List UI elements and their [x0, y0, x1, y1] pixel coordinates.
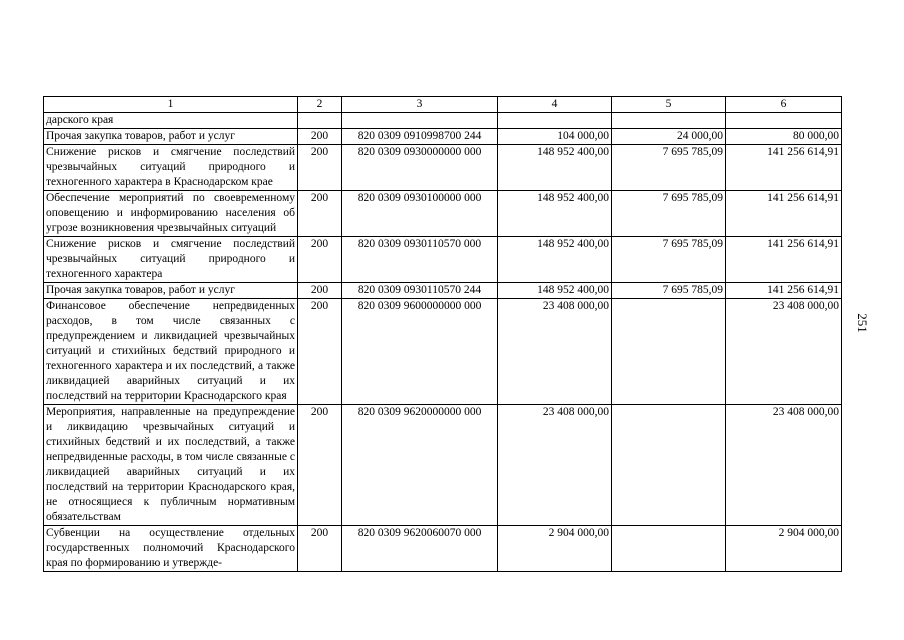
description-cell: Мероприятия, направленные на предупреждение и ликвидацию чрезвычайных ситуаций и стихийных бедствий и их последствий, а также непредвиденные расходы, в том числе связанные с ликвидацией аварийных ситуаций и их последствий на территории Краснодарского края, не относящиеся к публичным нормативным обязательствам	[44, 405, 298, 526]
budget-table	[43, 96, 842, 572]
column-header: 1	[44, 97, 298, 113]
table-row	[44, 299, 842, 405]
code-cell: 820 0309 0930110570 244	[342, 283, 498, 299]
amount-col4-cell: 148 952 400,00	[498, 191, 612, 237]
amount-col6-cell: 141 256 614,91	[726, 283, 842, 299]
code-cell: 820 0309 9620060070 000	[342, 526, 498, 572]
column2-cell: 200	[298, 299, 342, 405]
amount-col4-cell	[498, 113, 612, 129]
column2-cell: 200	[298, 191, 342, 237]
code-cell: 820 0309 0910998700 244	[342, 129, 498, 145]
table-row	[44, 145, 842, 191]
header-row	[44, 97, 842, 113]
amount-col6-cell: 141 256 614,91	[726, 145, 842, 191]
amount-col5-cell: 24 000,00	[612, 129, 726, 145]
amount-col6-cell: 141 256 614,91	[726, 191, 842, 237]
code-cell	[342, 113, 498, 129]
description-cell: Снижение рисков и смягчение последствий чрезвычайных ситуаций природного и техногенного характера	[44, 237, 298, 283]
column2-cell: 200	[298, 237, 342, 283]
column2-cell: 200	[298, 283, 342, 299]
column-header: 5	[612, 97, 726, 113]
table-row	[44, 113, 842, 129]
table-row	[44, 405, 842, 526]
amount-col5-cell: 7 695 785,09	[612, 191, 726, 237]
amount-col5-cell	[612, 113, 726, 129]
description-cell: Снижение рисков и смягчение последствий чрезвычайных ситуаций природного и техногенного характера в Краснодарском крае	[44, 145, 298, 191]
amount-col4-cell: 148 952 400,00	[498, 145, 612, 191]
column2-cell: 200	[298, 129, 342, 145]
table-row	[44, 237, 842, 283]
description-cell: Прочая закупка товаров, работ и услуг	[44, 283, 298, 299]
column-header: 6	[726, 97, 842, 113]
amount-col4-cell: 2 904 000,00	[498, 526, 612, 572]
amount-col6-cell: 2 904 000,00	[726, 526, 842, 572]
page-cutoff	[0, 605, 904, 640]
column2-cell: 200	[298, 526, 342, 572]
column-header: 2	[298, 97, 342, 113]
table-row	[44, 283, 842, 299]
code-cell: 820 0309 0930000000 000	[342, 145, 498, 191]
code-cell: 820 0309 9600000000 000	[342, 299, 498, 405]
description-cell: Субвенции на осуществление отдельных государственных полномочий Краснодарского края по формированию и утвержде-	[44, 526, 298, 572]
amount-col5-cell: 7 695 785,09	[612, 237, 726, 283]
column2-cell	[298, 113, 342, 129]
table-row	[44, 526, 842, 572]
amount-col4-cell: 104 000,00	[498, 129, 612, 145]
table-row	[44, 129, 842, 145]
column2-cell: 200	[298, 405, 342, 526]
description-cell: Прочая закупка товаров, работ и услуг	[44, 129, 298, 145]
amount-col4-cell: 148 952 400,00	[498, 237, 612, 283]
amount-col4-cell: 23 408 000,00	[498, 405, 612, 526]
column-header: 3	[342, 97, 498, 113]
description-cell: Обеспечение мероприятий по своевременному оповещению и информированию населения об угрозе возникновения чрезвычайных ситуаций	[44, 191, 298, 237]
column2-cell: 200	[298, 145, 342, 191]
table-row	[44, 191, 842, 237]
code-cell: 820 0309 9620000000 000	[342, 405, 498, 526]
code-cell: 820 0309 0930100000 000	[342, 191, 498, 237]
code-cell: 820 0309 0930110570 000	[342, 237, 498, 283]
amount-col4-cell: 148 952 400,00	[498, 283, 612, 299]
amount-col6-cell: 80 000,00	[726, 129, 842, 145]
amount-col5-cell: 7 695 785,09	[612, 145, 726, 191]
amount-col5-cell	[612, 405, 726, 526]
amount-col4-cell: 23 408 000,00	[498, 299, 612, 405]
description-cell: дарского края	[44, 113, 298, 129]
column-header: 4	[498, 97, 612, 113]
amount-col6-cell	[726, 113, 842, 129]
amount-col5-cell	[612, 299, 726, 405]
description-cell: Финансовое обеспечение непредвиденных расходов, в том числе связанных с предупреждением и ликвидацией чрезвычайных ситуаций и стихийных бедствий природного и техногенного характера и их последствий, а также ликвидацией аварийных ситуаций и их последствий на территории Краснодарского края	[44, 299, 298, 405]
amount-col6-cell: 23 408 000,00	[726, 405, 842, 526]
amount-col5-cell: 7 695 785,09	[612, 283, 726, 299]
amount-col6-cell: 141 256 614,91	[726, 237, 842, 283]
page-number: 251	[854, 313, 870, 333]
amount-col6-cell: 23 408 000,00	[726, 299, 842, 405]
amount-col5-cell	[612, 526, 726, 572]
